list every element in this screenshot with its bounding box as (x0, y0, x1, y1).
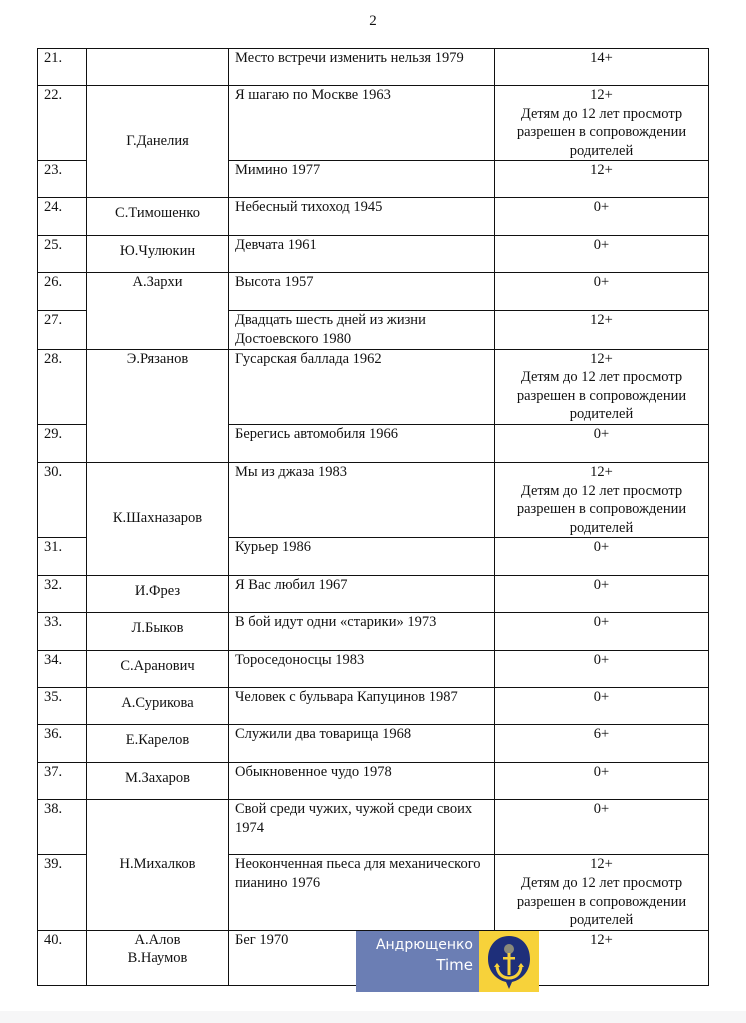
director-cell: Н.Михалков (87, 800, 229, 930)
film-title: В бой идут одни «старики» 1973 (229, 613, 495, 651)
director-name: В.Наумов (127, 950, 188, 967)
anchor-icon (485, 934, 533, 990)
rating-value: 12+ (590, 87, 613, 103)
row-number: 21. (38, 49, 87, 86)
director-cell: Е.Карелов (87, 725, 229, 763)
age-rating (495, 576, 709, 613)
film-title: Мимино 1977 (229, 161, 495, 198)
row-number: 38. (38, 800, 87, 855)
anchor-badge (479, 931, 539, 992)
rating-value: 0+ (593, 237, 610, 254)
rating-value: 12+ (590, 162, 613, 179)
rating-value: 12+ (590, 350, 613, 367)
row-number: 35. (38, 688, 87, 725)
film-title: Берегись автомобиля 1966 (229, 424, 495, 462)
table-row (38, 763, 709, 800)
age-rating (495, 800, 709, 855)
rating-value: 12+ (590, 463, 613, 480)
row-number: 37. (38, 763, 87, 800)
watermark-text (356, 931, 479, 992)
table-row (38, 236, 709, 273)
age-rating (495, 538, 709, 576)
table-row (38, 613, 709, 651)
row-number: 39. (38, 855, 87, 930)
table-row (38, 688, 709, 725)
rating-value: 12+ (590, 931, 613, 948)
row-number: 27. (38, 311, 87, 349)
row-number: 30. (38, 462, 87, 537)
rating-value: 0+ (593, 614, 610, 631)
director-cell: Э.Рязанов (87, 349, 229, 462)
film-title: Человек с бульвара Капуцинов 1987 (229, 688, 495, 725)
table-row (38, 198, 709, 236)
rating-value: 0+ (593, 652, 610, 669)
rating-value: 6+ (593, 726, 610, 743)
age-rating (495, 86, 709, 161)
table-row (38, 576, 709, 613)
film-title: Обыкновенное чудо 1978 (229, 763, 495, 800)
row-number: 29. (38, 424, 87, 462)
row-number: 33. (38, 613, 87, 651)
director-cell: К.Шахназаров (87, 462, 229, 575)
rating-value: 12+ (590, 312, 613, 329)
age-rating (495, 725, 709, 763)
table-row (38, 725, 709, 763)
director-cell: С.Тимошенко (87, 198, 229, 236)
age-rating (495, 424, 709, 462)
rating-value: 0+ (593, 577, 610, 594)
film-title: Гусарская баллада 1962 (229, 349, 495, 424)
age-rating (495, 161, 709, 198)
director-cell: С.Аранович (87, 651, 229, 688)
table-row (38, 651, 709, 688)
row-number: 31. (38, 538, 87, 576)
age-rating (495, 651, 709, 688)
row-number: 23. (38, 161, 87, 198)
watermark-line1: Андрющенко (375, 937, 473, 953)
rating-value: 12+ (590, 856, 613, 873)
film-title: Служили два товарища 1968 (229, 725, 495, 763)
age-rating (495, 462, 709, 537)
film-title: Бег 1970 (229, 930, 495, 985)
watermark-line2: Time (436, 956, 473, 974)
rating-value: 14+ (590, 50, 613, 66)
director-cell (87, 930, 229, 985)
film-title: Мы из джаза 1983 (229, 462, 495, 537)
director-cell (87, 49, 229, 86)
page-number: 2 (369, 13, 377, 29)
age-rating (495, 688, 709, 725)
table-row (38, 273, 709, 311)
row-number: 34. (38, 651, 87, 688)
rating-value: 0+ (593, 199, 610, 216)
rating-value: 0+ (593, 425, 610, 442)
age-rating (495, 311, 709, 349)
film-title: Свой среди чужих, чужой среди своих 1974 (229, 800, 495, 855)
age-rating (495, 273, 709, 311)
film-title: Двадцать шесть дней из жизни Достоевского 1980 (229, 311, 495, 349)
age-rating (495, 49, 709, 86)
film-title: Я шагаю по Москве 1963 (229, 86, 495, 161)
table-row (38, 349, 709, 424)
table-row (38, 800, 709, 855)
rating-value: 0+ (593, 764, 610, 781)
table-row (38, 49, 709, 86)
age-rating (495, 763, 709, 800)
age-rating (495, 349, 709, 424)
age-rating (495, 236, 709, 273)
rating-value: 0+ (593, 539, 610, 556)
row-number: 22. (38, 86, 87, 161)
age-rating (495, 198, 709, 236)
rating-value: 0+ (593, 689, 610, 706)
director-cell: Л.Быков (87, 613, 229, 651)
director-cell: А.Зархи (87, 273, 229, 349)
row-number: 32. (38, 576, 87, 613)
director-cell: Ю.Чулюкин (87, 236, 229, 273)
films-table (37, 48, 709, 986)
film-title: Я Вас любил 1967 (229, 576, 495, 613)
row-number: 25. (38, 236, 87, 273)
row-number: 24. (38, 198, 87, 236)
director-name: А.Алов (134, 931, 181, 948)
film-title: Тороседоносцы 1983 (229, 651, 495, 688)
row-number: 26. (38, 273, 87, 311)
film-title: Место встречи изменить нельзя 1979 (229, 49, 495, 86)
film-title: Высота 1957 (229, 273, 495, 311)
row-number: 28. (38, 349, 87, 424)
director-cell: А.Сурикова (87, 688, 229, 725)
film-title: Курьер 1986 (229, 538, 495, 576)
rating-note: Детям до 12 лет просмотр разрешен в сопровождении родителей (516, 482, 687, 536)
age-rating (495, 855, 709, 930)
rating-value: 0+ (593, 274, 610, 291)
film-title: Неоконченная пьеса для механического пианино 1976 (229, 855, 495, 930)
rating-value: 0+ (593, 801, 610, 818)
film-title: Девчата 1961 (229, 236, 495, 273)
row-number: 36. (38, 725, 87, 763)
film-title: Небесный тихоход 1945 (229, 198, 495, 236)
director-cell: И.Фрез (87, 576, 229, 613)
row-number: 40. (38, 930, 87, 985)
age-rating (495, 613, 709, 651)
rating-note: Детям до 12 лет просмотр разрешен в сопровождении родителей (516, 874, 687, 929)
table-row (38, 462, 709, 537)
director-cell: М.Захаров (87, 763, 229, 800)
director-cell: Г.Данелия (87, 86, 229, 198)
watermark-logo (356, 931, 539, 992)
page-bottom-margin (0, 1011, 746, 1023)
table-row (38, 86, 709, 161)
rating-note: Детям до 12 лет просмотр разрешен в сопровождении родителей (516, 369, 687, 423)
rating-note: Детям до 12 лет просмотр разрешен в сопровождении родителей (516, 105, 687, 159)
